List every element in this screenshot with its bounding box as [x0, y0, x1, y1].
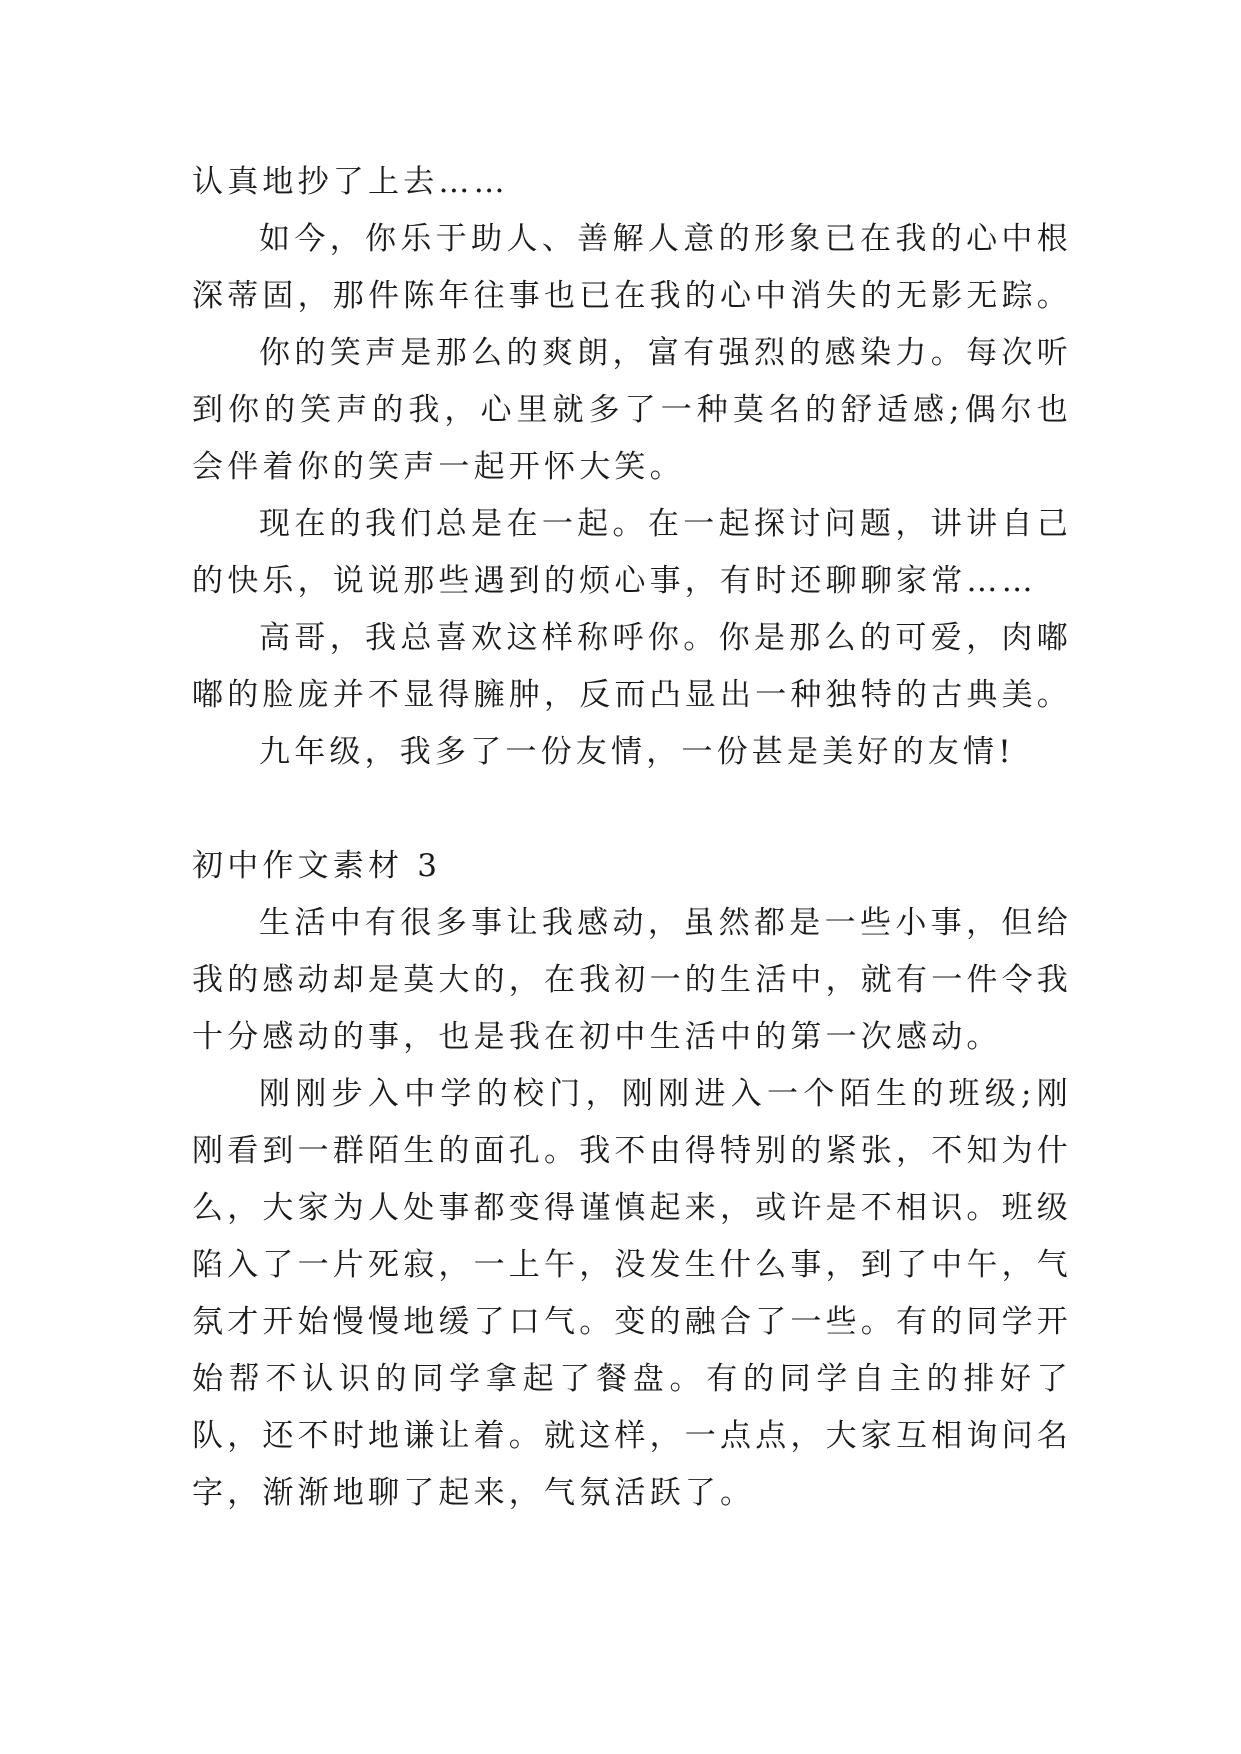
paragraph: 如今，你乐于助人、善解人意的形象已在我的心中根深蒂固，那件陈年往事也已在我的心中消失的无影无踪。	[192, 221, 1072, 314]
paragraph-continuation: 认真地抄了上去……	[192, 164, 509, 200]
section-spacer	[192, 781, 1072, 838]
document-body	[192, 154, 1072, 1522]
paragraph: 现在的我们总是在一起。在一起探讨问题，讲讲自己的快乐，说说那些遇到的烦心事，有时还聊聊家常……	[192, 506, 1072, 599]
paragraph: 你的笑声是那么的爽朗，富有强烈的感染力。每次听到你的笑声的我，心里就多了一种莫名的舒适感;偶尔也会伴着你的笑声一起开怀大笑。	[192, 335, 1072, 485]
section-title: 初中作文素材 3	[192, 848, 442, 884]
paragraph: 九年级，我多了一份友情，一份甚是美好的友情!	[259, 734, 1015, 770]
paragraph: 高哥，我总喜欢这样称呼你。你是那么的可爱，肉嘟嘟的脸庞并不显得臃肿，反而凸显出一种独特的古典美。	[192, 620, 1072, 713]
paragraph: 刚刚步入中学的校门，刚刚进入一个陌生的班级;刚刚看到一群陌生的面孔。我不由得特别的紧张，不知为什么，大家为人处事都变得谨慎起来，或许是不相识。班级陷入了一片死寂，一上午，没发生什么事，到了中午，气氛才开始慢慢地缓了口气。变的融合了一些。有的同学开始帮不认识的同学拿起了餐盘。有的同学自主的排好了队，还不时地谦让着。就这样，一点点，大家互相询问名字，渐渐地聊了起来，气氛活跃了。	[192, 1076, 1072, 1511]
paragraph: 生活中有很多事让我感动，虽然都是一些小事，但给我的感动却是莫大的，在我初一的生活中，就有一件令我十分感动的事，也是我在初中生活中的第一次感动。	[192, 905, 1072, 1055]
